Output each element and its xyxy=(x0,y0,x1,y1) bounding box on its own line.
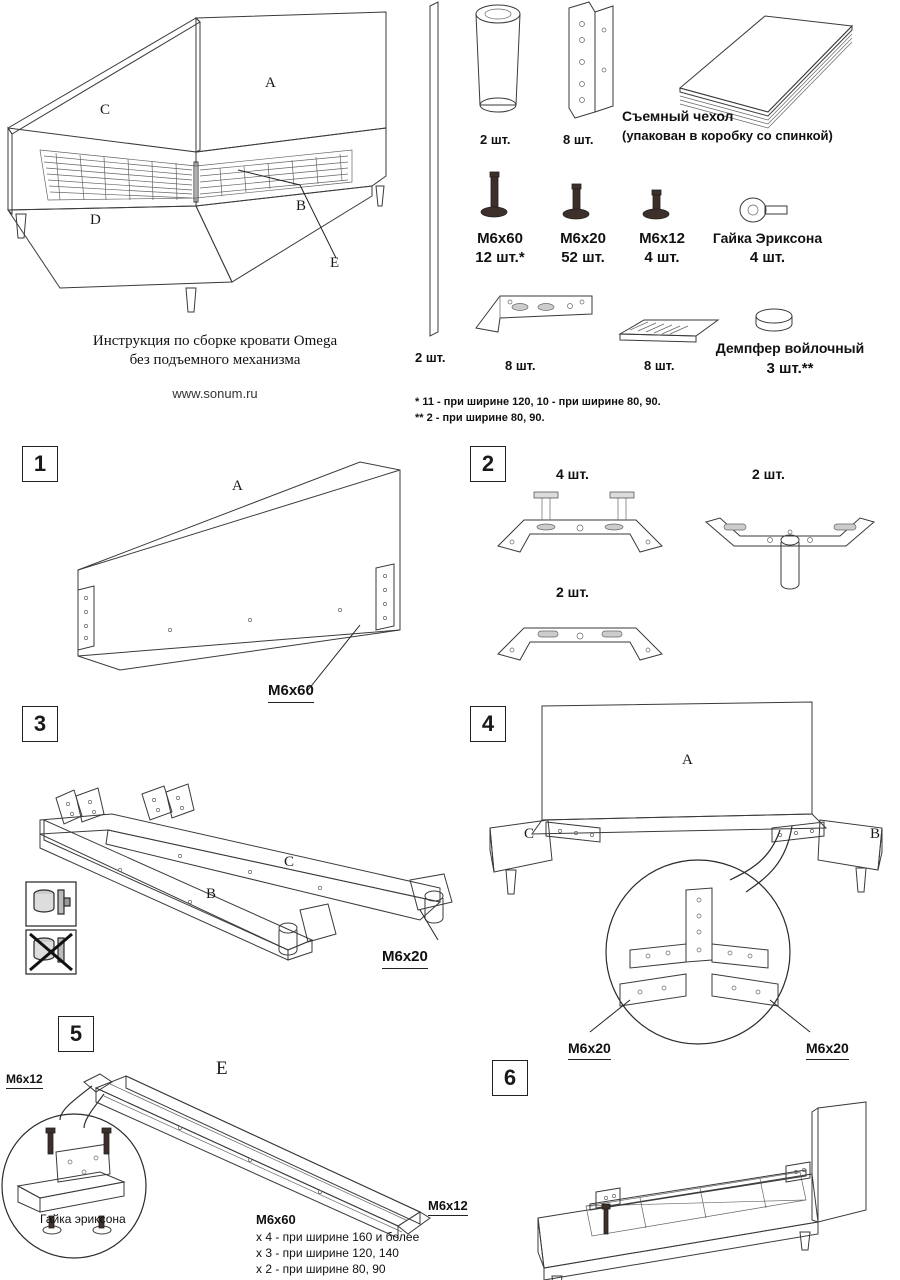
step-5-number: 5 xyxy=(58,1016,94,1052)
overview-label-d: D xyxy=(90,212,101,228)
part-cover-note: (упакован в коробку со спинкой) xyxy=(622,128,833,143)
overview-label-c: C xyxy=(100,102,111,118)
part-plate-bracket-qty: 8 шт. xyxy=(644,358,675,373)
step-5-bolt-label: M6x60 xyxy=(256,1212,296,1227)
step-5-fastener-top: M6x12 xyxy=(6,1072,43,1089)
part-cover-illustration xyxy=(670,8,860,118)
step-4-fastener-left: M6x20 xyxy=(568,1040,611,1060)
part-rail-qty: 2 шт. xyxy=(415,350,446,365)
step-2-number: 2 xyxy=(470,446,506,482)
part-bolt-m6x60-caption: M6x60 xyxy=(477,230,523,247)
step-4-label-b: B xyxy=(870,826,881,842)
part-leg-qty: 2 шт. xyxy=(480,132,511,147)
step-2-assembly-right xyxy=(700,492,880,592)
step-5-note-2: х 3 - при ширине 120, 140 xyxy=(256,1246,399,1260)
title-block xyxy=(40,332,390,402)
part-angle-bracket-illustration xyxy=(470,288,600,340)
step-3-tool-hints xyxy=(24,880,80,980)
part-rail-illustration xyxy=(420,0,450,340)
step-3-fastener-label: M6x20 xyxy=(382,948,428,969)
part-angle-bracket-qty: 8 шт. xyxy=(505,358,536,373)
part-bolt-m6x20-illustration xyxy=(560,182,600,224)
part-leg-illustration xyxy=(470,0,530,125)
step-3-label-b: B xyxy=(206,886,217,902)
part-bolt-m6x12-caption: M6x12 xyxy=(639,230,685,247)
part-corner-bracket-qty: 8 шт. xyxy=(563,132,594,147)
overview-label-e: E xyxy=(330,255,340,271)
step-3-number: 3 xyxy=(22,706,58,742)
part-corner-bracket-illustration xyxy=(555,0,625,125)
step-2-assembly-left xyxy=(490,490,670,570)
overview-label-b: B xyxy=(296,198,307,214)
step-6-illustration xyxy=(500,1100,900,1280)
step-5-fastener-right: M6x12 xyxy=(428,1198,468,1216)
step-4-label-c: C xyxy=(524,826,535,842)
step-6-number: 6 xyxy=(492,1060,528,1096)
part-erickson-nut-illustration xyxy=(735,196,795,226)
part-bolt-m6x60-qty: 12 шт.* xyxy=(475,249,525,266)
step-1-label-a: A xyxy=(232,478,243,494)
website-link[interactable]: www.sonum.ru xyxy=(172,385,258,401)
part-cover-caption: Съемный чехол xyxy=(622,108,734,124)
step-2-assembly-bottom xyxy=(490,600,670,670)
overview-bed-illustration xyxy=(0,0,420,320)
part-bolt-m6x60-illustration xyxy=(478,170,518,222)
part-felt-damper-qty: 3 шт.** xyxy=(766,360,814,377)
step-4-label-a: A xyxy=(682,752,693,768)
step-3-label-c: C xyxy=(284,854,295,870)
part-erickson-nut-qty: 4 шт. xyxy=(749,249,786,266)
overview-label-a: A xyxy=(265,75,276,91)
title-line-1: Инструкция по сборке кровати Omega xyxy=(92,333,338,349)
step-2-qty-top-left: 4 шт. xyxy=(556,466,589,482)
step-5-label-e: E xyxy=(216,1058,228,1079)
step-4-fastener-right: M6x20 xyxy=(806,1040,849,1060)
step-4-number: 4 xyxy=(470,706,506,742)
part-felt-damper-illustration xyxy=(748,304,804,336)
part-bolt-m6x12-illustration xyxy=(640,188,680,224)
step-5-note-1: х 4 - при ширине 160 и более xyxy=(256,1230,420,1244)
part-felt-damper-caption: Демпфер войлочный xyxy=(715,340,865,356)
footnote-one: * 11 - при ширине 120, 10 - при ширине 80, 90. xyxy=(415,396,661,408)
step-5-note-3: х 2 - при ширине 80, 90 xyxy=(256,1262,386,1276)
part-erickson-nut-caption: Гайка Эриксона xyxy=(712,230,823,246)
part-bolt-m6x12-qty: 4 шт. xyxy=(644,249,680,266)
footnote-two: ** 2 - при ширине 80, 90. xyxy=(415,412,545,424)
step-5-nut-label: Гайка эриксона xyxy=(40,1212,126,1226)
step-2-qty-bottom: 2 шт. xyxy=(556,584,589,600)
part-bolt-m6x20-caption: M6x20 xyxy=(560,230,606,247)
step-2-qty-top-right: 2 шт. xyxy=(752,466,785,482)
part-bolt-m6x20-qty: 52 шт. xyxy=(561,249,605,266)
step-1-number: 1 xyxy=(22,446,58,482)
title-line-2: без подъемного механизма xyxy=(129,351,301,368)
step-1-fastener-label: M6x60 xyxy=(268,682,314,703)
